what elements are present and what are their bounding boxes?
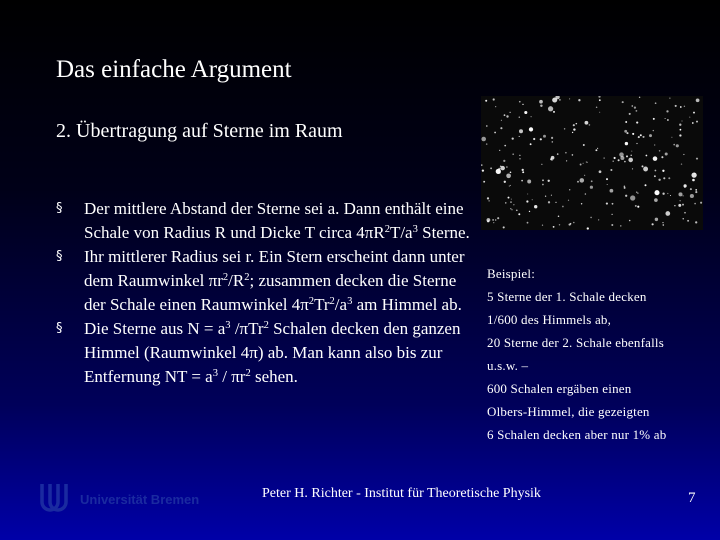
star-dot — [646, 155, 648, 157]
star-dot — [690, 188, 692, 190]
star-dot — [687, 220, 689, 222]
bullet-1 — [56, 197, 476, 245]
star-dot — [622, 101, 624, 103]
star-dot — [659, 150, 661, 152]
star-dot — [695, 191, 697, 193]
star-dot — [671, 137, 672, 138]
star-dot — [580, 178, 585, 183]
star-dot — [522, 169, 524, 171]
star-dot — [674, 205, 675, 206]
star-dot — [626, 155, 628, 157]
star-dot — [653, 118, 655, 120]
star-dot — [678, 192, 682, 196]
star-dot — [553, 111, 555, 113]
star-dot — [494, 132, 496, 134]
star-dot — [658, 179, 660, 181]
star-dot — [625, 195, 627, 197]
star-dot — [534, 205, 537, 208]
star-dot — [642, 136, 644, 138]
star-dot — [640, 134, 642, 136]
star-dot — [581, 203, 582, 204]
star-dot — [589, 124, 591, 126]
star-dot — [632, 133, 634, 135]
star-dot — [533, 138, 535, 140]
star-dot — [566, 160, 567, 161]
bullet-text: Sterne. — [417, 223, 470, 242]
star-dot — [510, 112, 511, 113]
example-line: Beispiel: — [487, 266, 536, 281]
bullet-text: / πr — [217, 367, 246, 386]
star-dot — [486, 143, 487, 144]
bullet-2 — [56, 245, 476, 317]
star-dot — [573, 124, 575, 126]
star-dot — [643, 167, 648, 172]
star-dot — [505, 202, 506, 203]
star-dot — [492, 219, 494, 221]
star-dot — [585, 121, 589, 125]
star-dot — [548, 180, 550, 182]
footer-author: Peter H. Richter - Institut für Theoretische Physik — [262, 486, 541, 501]
star-dot — [636, 122, 638, 124]
star-dot — [542, 225, 543, 226]
star-dot — [692, 179, 695, 182]
star-dot — [667, 193, 668, 194]
bullet-text: ; zusammen decken die Sterne der Schale einen Raumwinkel 4π — [84, 271, 457, 314]
star-dot — [638, 136, 640, 138]
star-dot — [683, 154, 684, 155]
slide-subtitle: 2. Übertragung auf Sterne im Raum — [56, 120, 343, 142]
bullet-list — [56, 197, 476, 389]
star-dot — [573, 222, 575, 224]
star-dot — [652, 223, 654, 225]
star-dot — [654, 175, 656, 177]
star-dot — [669, 98, 670, 99]
star-dot — [680, 200, 681, 201]
star-dot — [585, 193, 587, 195]
star-dot — [512, 137, 514, 139]
star-dot — [506, 173, 511, 178]
star-dot — [614, 157, 616, 159]
star-dot — [503, 226, 505, 228]
star-dot — [487, 220, 489, 222]
star-dot — [636, 143, 637, 144]
star-dot — [665, 118, 666, 119]
page-number: 7 — [688, 490, 696, 506]
bullet-text: sehen. — [250, 367, 298, 386]
star-dot — [510, 172, 512, 174]
star-dot — [654, 190, 659, 195]
star-dot — [512, 153, 514, 155]
star-dot — [663, 177, 665, 179]
star-dot — [493, 98, 495, 100]
star-dot — [607, 184, 608, 185]
star-dot — [662, 170, 664, 172]
star-dot — [610, 169, 612, 171]
star-dot — [683, 218, 684, 219]
star-dot — [655, 170, 657, 172]
example-line: Olbers-Himmel, die gezeigten — [487, 404, 650, 419]
star-dot — [539, 100, 543, 104]
star-dot — [673, 144, 675, 146]
star-dot — [696, 158, 698, 160]
star-dot — [626, 132, 628, 134]
star-dot — [632, 168, 633, 169]
star-dot — [503, 160, 505, 162]
star-dot — [543, 135, 546, 138]
star-dot — [635, 110, 637, 112]
star-dot — [668, 177, 670, 179]
star-dot — [620, 225, 621, 226]
star-dot — [679, 134, 681, 136]
bullet-text: /a — [334, 295, 348, 314]
star-dot — [634, 106, 636, 108]
star-dot — [519, 155, 520, 156]
star-dot — [551, 156, 555, 160]
bullet-text: am Himmel ab. — [352, 295, 462, 314]
superscript: 3 — [412, 224, 418, 236]
star-dot — [542, 184, 544, 186]
star-dot — [619, 152, 624, 157]
star-dot — [591, 180, 593, 182]
star-dot — [484, 181, 485, 182]
star-dot — [562, 206, 564, 208]
star-dot — [481, 164, 482, 165]
star-dot — [625, 121, 627, 123]
star-dot — [488, 200, 489, 201]
superscript: 2 — [222, 272, 229, 284]
star-dot — [630, 195, 635, 200]
superscript: 2 — [244, 272, 250, 284]
star-dot — [552, 97, 557, 102]
bullet-marker: § — [56, 201, 63, 216]
star-dot — [572, 132, 573, 133]
star-dot — [552, 141, 554, 143]
star-dot — [670, 195, 671, 196]
superscript: 2 — [263, 320, 269, 332]
star-dot — [553, 226, 555, 228]
star-dot — [667, 119, 669, 121]
star-dot — [665, 152, 668, 155]
star-dot — [628, 158, 633, 163]
star-dot — [598, 219, 599, 220]
star-dot — [504, 145, 506, 147]
star-dot — [519, 129, 523, 133]
star-dot — [526, 200, 528, 202]
star-dot — [587, 227, 589, 229]
star-dot — [636, 192, 637, 193]
star-dot — [610, 189, 614, 193]
star-dot — [695, 221, 697, 223]
star-dot — [531, 116, 532, 117]
star-dot — [530, 143, 532, 145]
star-dot — [522, 104, 523, 105]
example-line: 600 Schalen ergäben einen — [487, 381, 632, 396]
bullet-text: Ihr mittlerer Radius sei r. Ein Stern erscheint dann unter dem Raumwinkel πr — [84, 247, 465, 290]
star-dot — [576, 123, 578, 125]
star-dot — [541, 164, 542, 165]
star-dot — [693, 112, 695, 114]
star-dot — [612, 203, 614, 205]
bullet-text: Die Sterne aus N = a — [84, 319, 226, 338]
star-dot — [548, 201, 550, 203]
star-dot — [689, 117, 690, 118]
star-dot — [555, 202, 556, 203]
star-dot — [680, 106, 682, 108]
star-dot — [662, 224, 664, 226]
star-dot — [666, 110, 668, 112]
star-dot — [532, 199, 533, 200]
star-dot — [497, 217, 499, 219]
star-dot — [548, 106, 553, 111]
star-dot — [573, 128, 575, 130]
star-dot — [612, 160, 613, 161]
star-dot — [487, 197, 489, 199]
star-dot — [637, 192, 638, 193]
star-dot — [680, 129, 682, 131]
star-dot — [637, 206, 639, 208]
bullet-marker: § — [56, 249, 63, 264]
star-dot — [629, 113, 631, 115]
star-dot — [649, 134, 652, 137]
star-dot — [527, 222, 529, 224]
star-dot — [684, 106, 685, 107]
star-dot — [519, 136, 520, 137]
star-dot — [696, 121, 698, 123]
star-dot — [590, 186, 593, 189]
star-dot — [485, 100, 487, 102]
star-dot — [653, 156, 658, 161]
star-dot — [557, 153, 559, 155]
star-dot — [661, 156, 663, 158]
star-dot — [540, 138, 542, 140]
star-dot — [631, 151, 632, 152]
star-dot — [559, 99, 561, 101]
star-dot — [655, 218, 658, 221]
star-dot — [598, 96, 600, 98]
star-dot — [486, 125, 488, 127]
star-dot — [559, 224, 560, 225]
example-line: 6 Schalen decken aber nur 1% ab — [487, 427, 667, 442]
star-dot — [611, 224, 613, 226]
star-dot — [495, 106, 496, 107]
superscript: 3 — [225, 320, 231, 332]
star-dot — [639, 97, 640, 98]
star-dot — [551, 195, 552, 196]
star-dot — [676, 144, 679, 147]
star-dot — [564, 128, 565, 129]
star-dot — [519, 116, 520, 117]
star-dot — [599, 99, 601, 101]
star-dot — [506, 115, 508, 117]
star-dot — [599, 170, 602, 173]
superscript: 2 — [329, 296, 335, 308]
star-dot — [630, 155, 631, 156]
star-field-image — [481, 96, 703, 230]
star-dot — [681, 120, 682, 121]
star-dot — [493, 222, 494, 223]
star-dot — [654, 144, 655, 145]
star-dot — [518, 213, 520, 215]
star-dot — [509, 185, 510, 186]
star-dot — [501, 120, 502, 121]
star-dot — [510, 208, 511, 209]
star-dot — [624, 187, 626, 189]
star-dot — [642, 165, 644, 167]
bullet-text: Tr — [314, 295, 330, 314]
star-dot — [584, 175, 585, 176]
star-dot — [682, 204, 684, 206]
star-dot — [655, 102, 657, 104]
star-dot — [583, 163, 584, 164]
star-dot — [700, 202, 702, 204]
star-dot — [521, 180, 523, 182]
star-dot — [662, 222, 663, 223]
star-dot — [529, 127, 533, 131]
star-dot — [662, 193, 664, 195]
star-dot — [678, 204, 681, 207]
example-line: 1/600 des Himmels ab, — [487, 312, 612, 327]
example-line: 20 Sterne der 2. Schale ebenfalls — [487, 335, 664, 350]
star-dot — [692, 122, 694, 124]
example-line: u.s.w. – — [487, 358, 529, 373]
university-name: Universität Bremen — [80, 491, 200, 507]
star-dot — [508, 197, 510, 199]
star-dot — [519, 101, 521, 103]
star-dot — [599, 112, 600, 113]
star-dot — [500, 166, 504, 170]
star-dot — [683, 195, 684, 196]
star-dot — [679, 124, 681, 126]
star-dot — [511, 209, 512, 210]
star-dot — [611, 214, 612, 215]
star-dot — [631, 105, 633, 107]
star-dot — [606, 203, 608, 205]
star-dot — [681, 163, 682, 164]
star-dot — [694, 173, 696, 175]
bullet-text: /πTr — [230, 319, 264, 338]
star-dot — [629, 220, 631, 222]
star-dot — [654, 198, 658, 202]
bullet-text: T/a — [389, 223, 413, 242]
star-dot — [569, 98, 570, 99]
star-dot — [527, 194, 528, 195]
star-dot — [665, 211, 670, 216]
star-dot — [545, 196, 546, 197]
star-dot — [696, 98, 700, 102]
star-dot — [551, 137, 553, 139]
star-dot — [635, 205, 637, 207]
star-dot — [569, 224, 571, 226]
star-dot — [580, 164, 582, 166]
star-dot — [604, 158, 605, 159]
star-dot — [495, 219, 496, 220]
star-dot — [529, 211, 530, 212]
star-dot — [482, 169, 484, 171]
star-dot — [565, 152, 567, 154]
star-dot — [684, 212, 686, 214]
superscript: 2 — [384, 224, 390, 236]
bullet-text: Schalen decken den ganzen Himmel (Raumwinkel 4π) ab. Man kann also bis zur Entfernung NT = a — [84, 319, 461, 386]
star-dot — [511, 199, 512, 200]
star-dot — [624, 161, 626, 163]
star-dot — [577, 181, 579, 183]
star-dot — [606, 178, 608, 180]
star-dot — [513, 204, 514, 205]
star-dot — [625, 142, 628, 145]
star-dot — [675, 105, 677, 107]
star-dot — [510, 185, 511, 186]
example-line: 5 Sterne der 1. Schale decken — [487, 289, 647, 304]
star-dot — [586, 161, 587, 162]
star-dot — [558, 215, 560, 217]
star-dot — [694, 203, 696, 205]
slide-title: Das einfache Argument — [56, 56, 292, 83]
university-logo-icon — [38, 482, 74, 516]
bullet-marker: § — [56, 321, 63, 336]
star-dot — [499, 150, 500, 151]
superscript: 3 — [347, 296, 353, 308]
star-dot — [504, 114, 506, 116]
star-dot — [481, 137, 486, 142]
bullet-text: Der mittlere Abstand der Sterne sei a. Dann enthält eine Schale von Radius R und Dicke T circa 4πR — [84, 199, 464, 242]
star-dot — [542, 179, 544, 181]
bullet-3 — [56, 317, 476, 389]
star-dot — [624, 130, 627, 133]
star-dot — [684, 184, 687, 187]
star-dot — [490, 167, 492, 169]
example-text — [487, 262, 712, 446]
star-dot — [524, 111, 527, 114]
star-dot — [540, 105, 542, 107]
star-dot — [653, 130, 654, 131]
star-field-photo — [481, 96, 703, 230]
star-dot — [578, 99, 580, 101]
star-dot — [596, 106, 598, 108]
superscript: 3 — [212, 368, 218, 380]
star-dot — [568, 200, 569, 201]
star-dot — [583, 144, 585, 146]
star-dot — [597, 148, 598, 149]
star-dot — [645, 184, 647, 186]
star-dot — [527, 180, 531, 184]
star-dot — [595, 149, 597, 151]
bullet-text: /R — [228, 271, 245, 290]
superscript: 2 — [245, 368, 251, 380]
star-dot — [500, 127, 502, 129]
star-dot — [519, 158, 521, 160]
star-dot — [569, 189, 570, 190]
superscript: 2 — [308, 296, 315, 308]
star-dot — [624, 185, 626, 187]
star-dot — [506, 166, 508, 168]
star-dot — [516, 209, 518, 211]
star-dot — [496, 169, 501, 174]
star-dot — [522, 171, 524, 173]
star-dot — [572, 154, 574, 156]
university-logo — [38, 482, 199, 516]
star-dot — [695, 189, 697, 191]
star-dot — [690, 194, 694, 198]
star-dot — [590, 217, 592, 219]
star-dot — [510, 201, 511, 202]
star-dot — [504, 181, 506, 183]
star-dot — [618, 159, 620, 161]
